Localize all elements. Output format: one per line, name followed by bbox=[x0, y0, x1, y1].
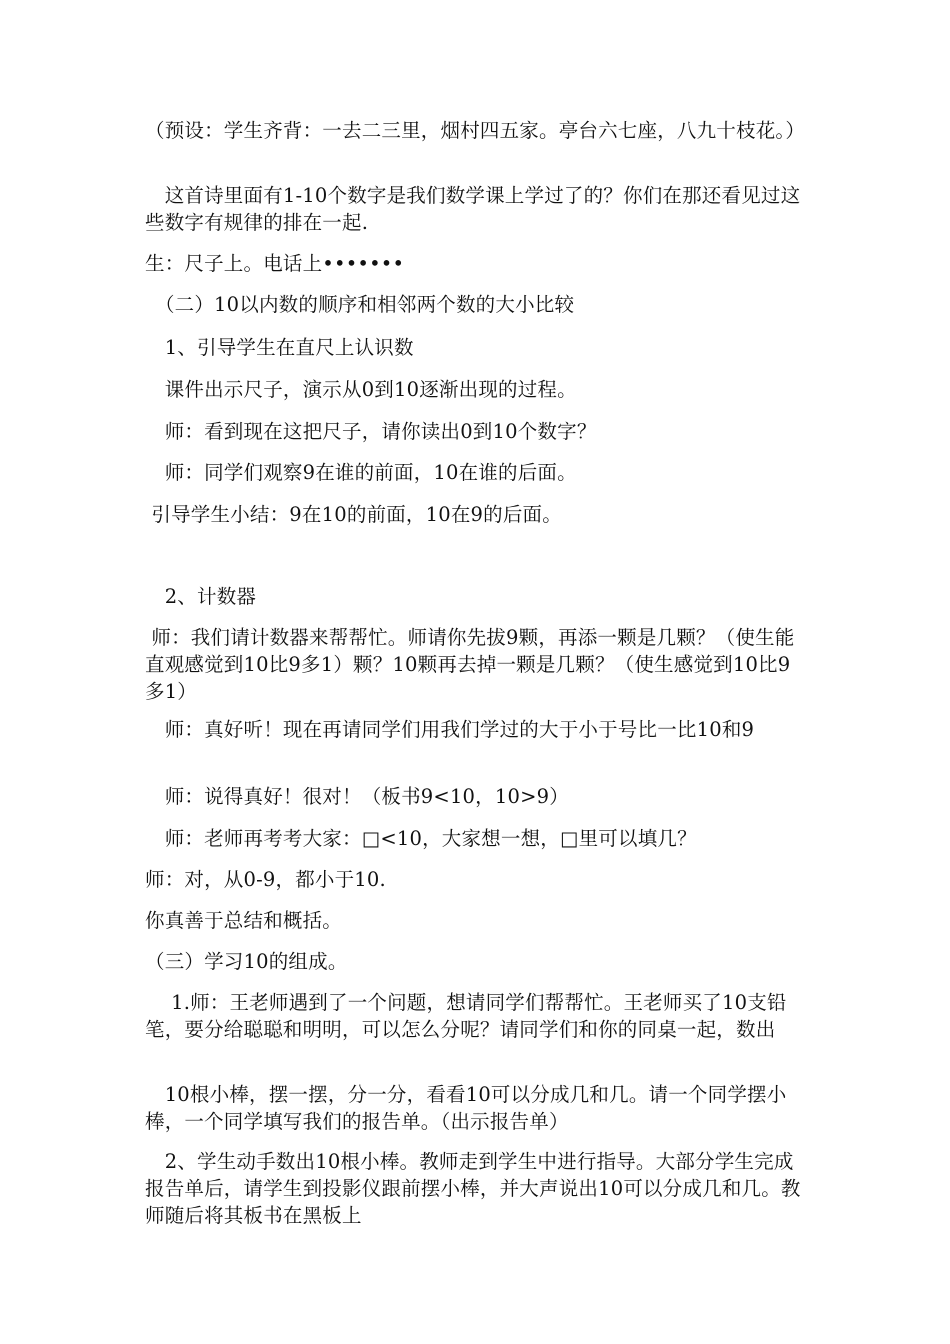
section-heading-two: （二）10以内数的顺序和相邻两个数的大小比较 bbox=[145, 293, 575, 316]
paragraph-sticks-activity: 10根小棒，摆一摆，分一分，看看10可以分成几和几。请一个同学摆小棒，一个同学填写我们的报告单。（出示报告单） bbox=[145, 1083, 787, 1133]
paragraph-poem-question: 这首诗里面有1-10个数字是我们数学课上学过了的？你们在那还看见过这些数字有规律的排在一起. bbox=[145, 184, 801, 234]
paragraph-student-hands-on: 2、学生动手数出10根小棒。教师走到学生中进行指导。大部分学生完成报告单后，请学生到投影仪跟前摆小棒，并大声说出10可以分成几和几。教师随后将其板书在黑板上 bbox=[145, 1150, 801, 1227]
section-heading-three: （三）学习10的组成。 bbox=[145, 950, 348, 973]
paragraph-answer-zero-nine: 师：对，从0-9，都小于10. bbox=[145, 868, 386, 891]
paragraph-board-writing: 师：说得真好！很对！（板书9<10，10>9） bbox=[145, 785, 569, 808]
paragraph-teacher-read: 师：看到现在这把尺子，请你读出0到10个数字？ bbox=[145, 420, 597, 443]
paragraph-courseware-ruler: 课件出示尺子，演示从0到10逐渐出现的过程。 bbox=[145, 378, 577, 401]
paragraph-box-question: 师：老师再考考大家：□<10，大家想一想，□里可以填几？ bbox=[145, 827, 697, 850]
paragraph-ruler-step: 1、引导学生在直尺上认识数 bbox=[145, 336, 414, 359]
paragraph-compare-signs: 师：真好听！现在再请同学们用我们学过的大于小于号比一比10和9 bbox=[145, 718, 755, 741]
paragraph-counter-activity: 师：我们请计数器来帮帮忙。师请你先拔9颗，再添一颗是几颗？（使生能直观感觉到10比9多1）颗？10颗再去掉一颗是几颗？（使生感觉到10比9多1） bbox=[145, 626, 795, 703]
paragraph-counter-heading: 2、计数器 bbox=[145, 585, 257, 608]
paragraph-student-answer: 生：尺子上。电话上••••••• bbox=[145, 252, 405, 275]
paragraph-teacher-observe: 师：同学们观察9在谁的前面，10在谁的后面。 bbox=[145, 461, 577, 484]
paragraph-summary: 引导学生小结：9在10的前面，10在9的后面。 bbox=[145, 503, 562, 526]
paragraph-praise: 你真善于总结和概括。 bbox=[145, 909, 343, 932]
paragraph-preset-poem: （预设：学生齐背：一去二三里，烟村四五家。亭台六七座，八九十枝花。） bbox=[145, 119, 806, 142]
paragraph-pencil-problem: 1.师：王老师遇到了一个问题，想请同学们帮帮忙。王老师买了10支铅笔，要分给聪聪和明明，可以怎么分呢？请同学们和你的同桌一起，数出 bbox=[145, 991, 787, 1041]
